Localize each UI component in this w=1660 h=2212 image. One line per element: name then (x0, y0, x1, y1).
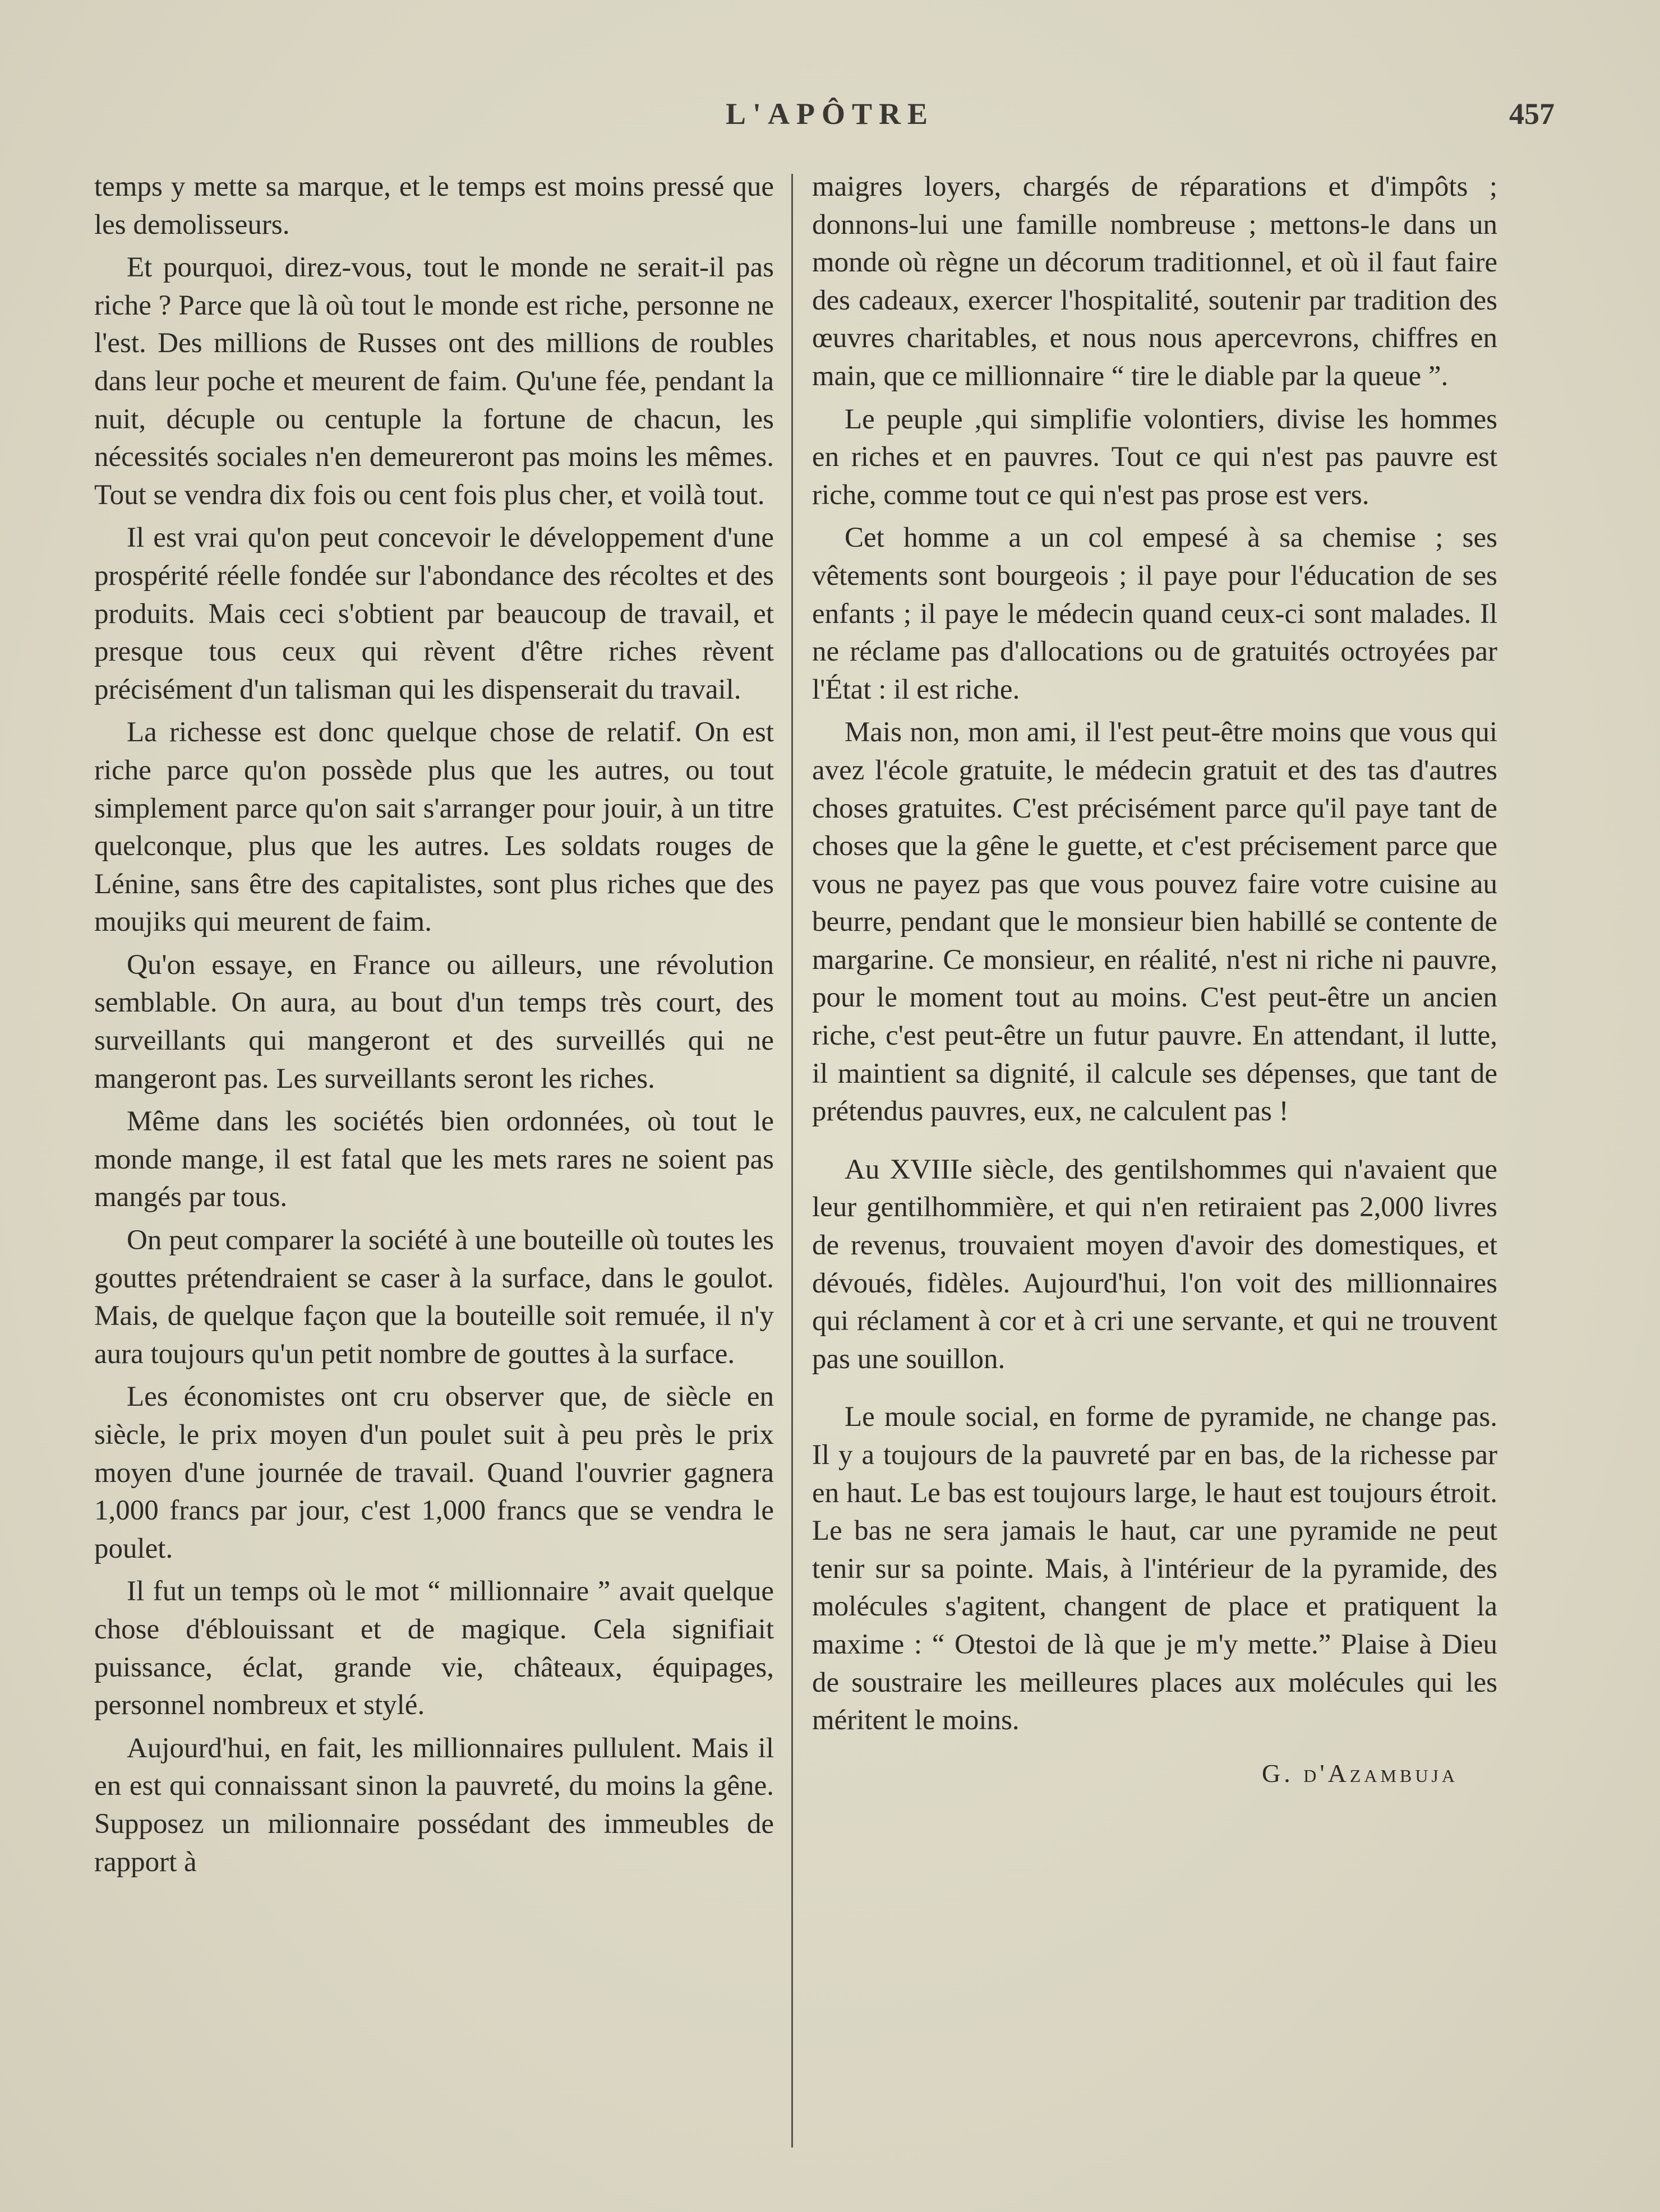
paragraph: Et pourquoi, direz-vous, tout le monde ne serait-il pas riche ? Parce que là où tout le monde est riche, personne ne l'est. Des millions de Russes ont des millions de roubles dans leur poche et meurent de faim. Qu'une fée, pendant la nuit, décuple ou centuple la fortune de chacun, les nécessités sociales n'en demeureront pas moins les mêmes. Tout se vendra dix fois ou cent fois plus cher, et voilà tout. (94, 252, 774, 511)
page-number: 457 (1509, 97, 1555, 131)
paragraph: Cet homme a un col empesé à sa chemise ; ses vêtements sont bourgeois ; il paye pour l'éducation de ses enfants ; il paye le médecin quand ceux-ci sont malades. Il ne réclame pas d'allocations ou de gratuités octroyées par l'État : il est riche. (812, 522, 1497, 705)
paragraph: Il fut un temps où le mot “ millionnaire ” avait quelque chose d'éblouissant et de magique. Cela signifiait puissance, éclat, grande vie, châteaux, équipages, personnel nombreux et stylé. (94, 1576, 774, 1721)
paragraph: Qu'on essaye, en France ou ailleurs, une révolution semblable. On aura, au bout d'un temps très court, des surveillants qui mangeront et des surveillés qui ne mangeront pas. Les surveillants seront les riches. (94, 949, 774, 1095)
paragraph: Mais non, mon ami, il l'est peut-être moins que vous qui avez l'école gratuite, le médecin gratuit et des tas d'autres choses gratuites. C'est précisément parce qu'il paye tant de choses que la gêne le guette, et c'est précisement parce que vous ne payez pas que vous pouvez faire votre cuisine au beurre, pendant que le monsieur bien habillé se contente de margarine. Ce monsieur, en réalité, n'est ni riche ni pauvre, pour le moment tout au moins. C'est peut-être un ancien riche, c'est peut-être un futur pauvre. En attendant, il lutte, il maintient sa dignité, il calcule ses dépenses, que tant de prétendus pauvres, eux, ne calculent pas ! (812, 717, 1497, 1128)
paragraph: On peut comparer la société à une bouteille où toutes les gouttes prétendraient se caser à la surface, dans le goulot. Mais, de quelque façon que la bouteille soit remuée, il n'y aura toujours qu'un petit nombre de gouttes à la surface. (94, 1225, 774, 1370)
paragraph: Aujourd'hui, en fait, les millionnaires pullulent. Mais il en est qui connaissant sinon la pauvreté, du moins la gêne. Supposez un milionnaire possédant des immeubles de rapport à (94, 1732, 774, 1878)
column-divider (791, 174, 793, 2148)
author-signature: G. d'Azambuja (1262, 1758, 1458, 1788)
paragraph: La richesse est donc quelque chose de relatif. On est riche parce qu'on possède plus que les autres, ou tout simplement parce qu'on sait s'arranger pour jouir, à un titre quelconque, plus que les autres. Les soldats rouges de Lénine, sans être des capitalistes, sont plus riches que des moujiks qui meurent de faim. (94, 717, 774, 938)
running-title: L'APÔTRE (725, 97, 935, 131)
paragraph: Il est vrai qu'on peut concevoir le développement d'une prospérité réelle fondée sur l'abondance des récoltes et des produits. Mais ceci s'obtient par beaucoup de travail, et presque tous ceux qui rèvent d'être riches rèvent précisément d'un talisman qui les dispenserait du travail. (94, 522, 774, 705)
paragraph: Le moule social, en forme de pyramide, ne change pas. Il y a toujours de la pauvreté par en bas, de la richesse par en haut. Le bas est toujours large, le haut est toujours étroit. Le bas ne sera jamais le haut, car une pyramide ne peut tenir sur sa pointe. Mais, à l'intérieur de la pyramide, des molécules s'agitent, changent de place et pratiquent la maxime : “ Otestoi de là que je m'y mette.” Plaise à Dieu de soustraire les meilleures places aux molécules qui les méritent le moins. (812, 1401, 1497, 1737)
paragraph: Au XVIIIe siècle, des gentilshommes qui n'avaient que leur gentilhommière, et qui n'en retiraient pas 2,000 livres de revenus, trouvaient moyen d'avoir des domestiques, et dévoués, fidèles. Aujourd'hui, l'on voit des millionnaires qui réclament à cor et à cri une servante, et qui ne trouvent pas une souillon. (812, 1153, 1497, 1375)
left-column (94, 168, 774, 1886)
right-column (812, 168, 1497, 1792)
paragraph: Les économistes ont cru observer que, de siècle en siècle, le prix moyen d'un poulet suit à peu près le prix moyen d'une journée de travail. Quand l'ouvrier gagnera 1,000 francs par jour, c'est 1,000 francs que se vendra le poulet. (94, 1381, 774, 1564)
paragraph: temps y mette sa marque, et le temps est moins pressé que les demolisseurs. (94, 171, 774, 241)
paragraph: Même dans les sociétés bien ordonnées, où tout le monde mange, il est fatal que les mets rares ne soient pas mangés par tous. (94, 1106, 774, 1213)
page-header (90, 90, 1570, 146)
paragraph: Le peuple ,qui simplifie volontiers, divise les hommes en riches et en pauvres. Tout ce qui n'est pas pauvre est riche, comme tout ce qui n'est pas prose est vers. (812, 403, 1497, 511)
paragraph: maigres loyers, chargés de réparations et d'impôts ; donnons-lui une famille nombreuse ; mettons-le dans un monde où règne un décorum traditionnel, et où il faut faire des cadeaux, exercer l'hospitalité, soutenir par tradition des œuvres charitables, et nous nous apercevrons, chiffres en main, que ce millionnaire “ tire le diable par la queue ”. (812, 171, 1497, 392)
